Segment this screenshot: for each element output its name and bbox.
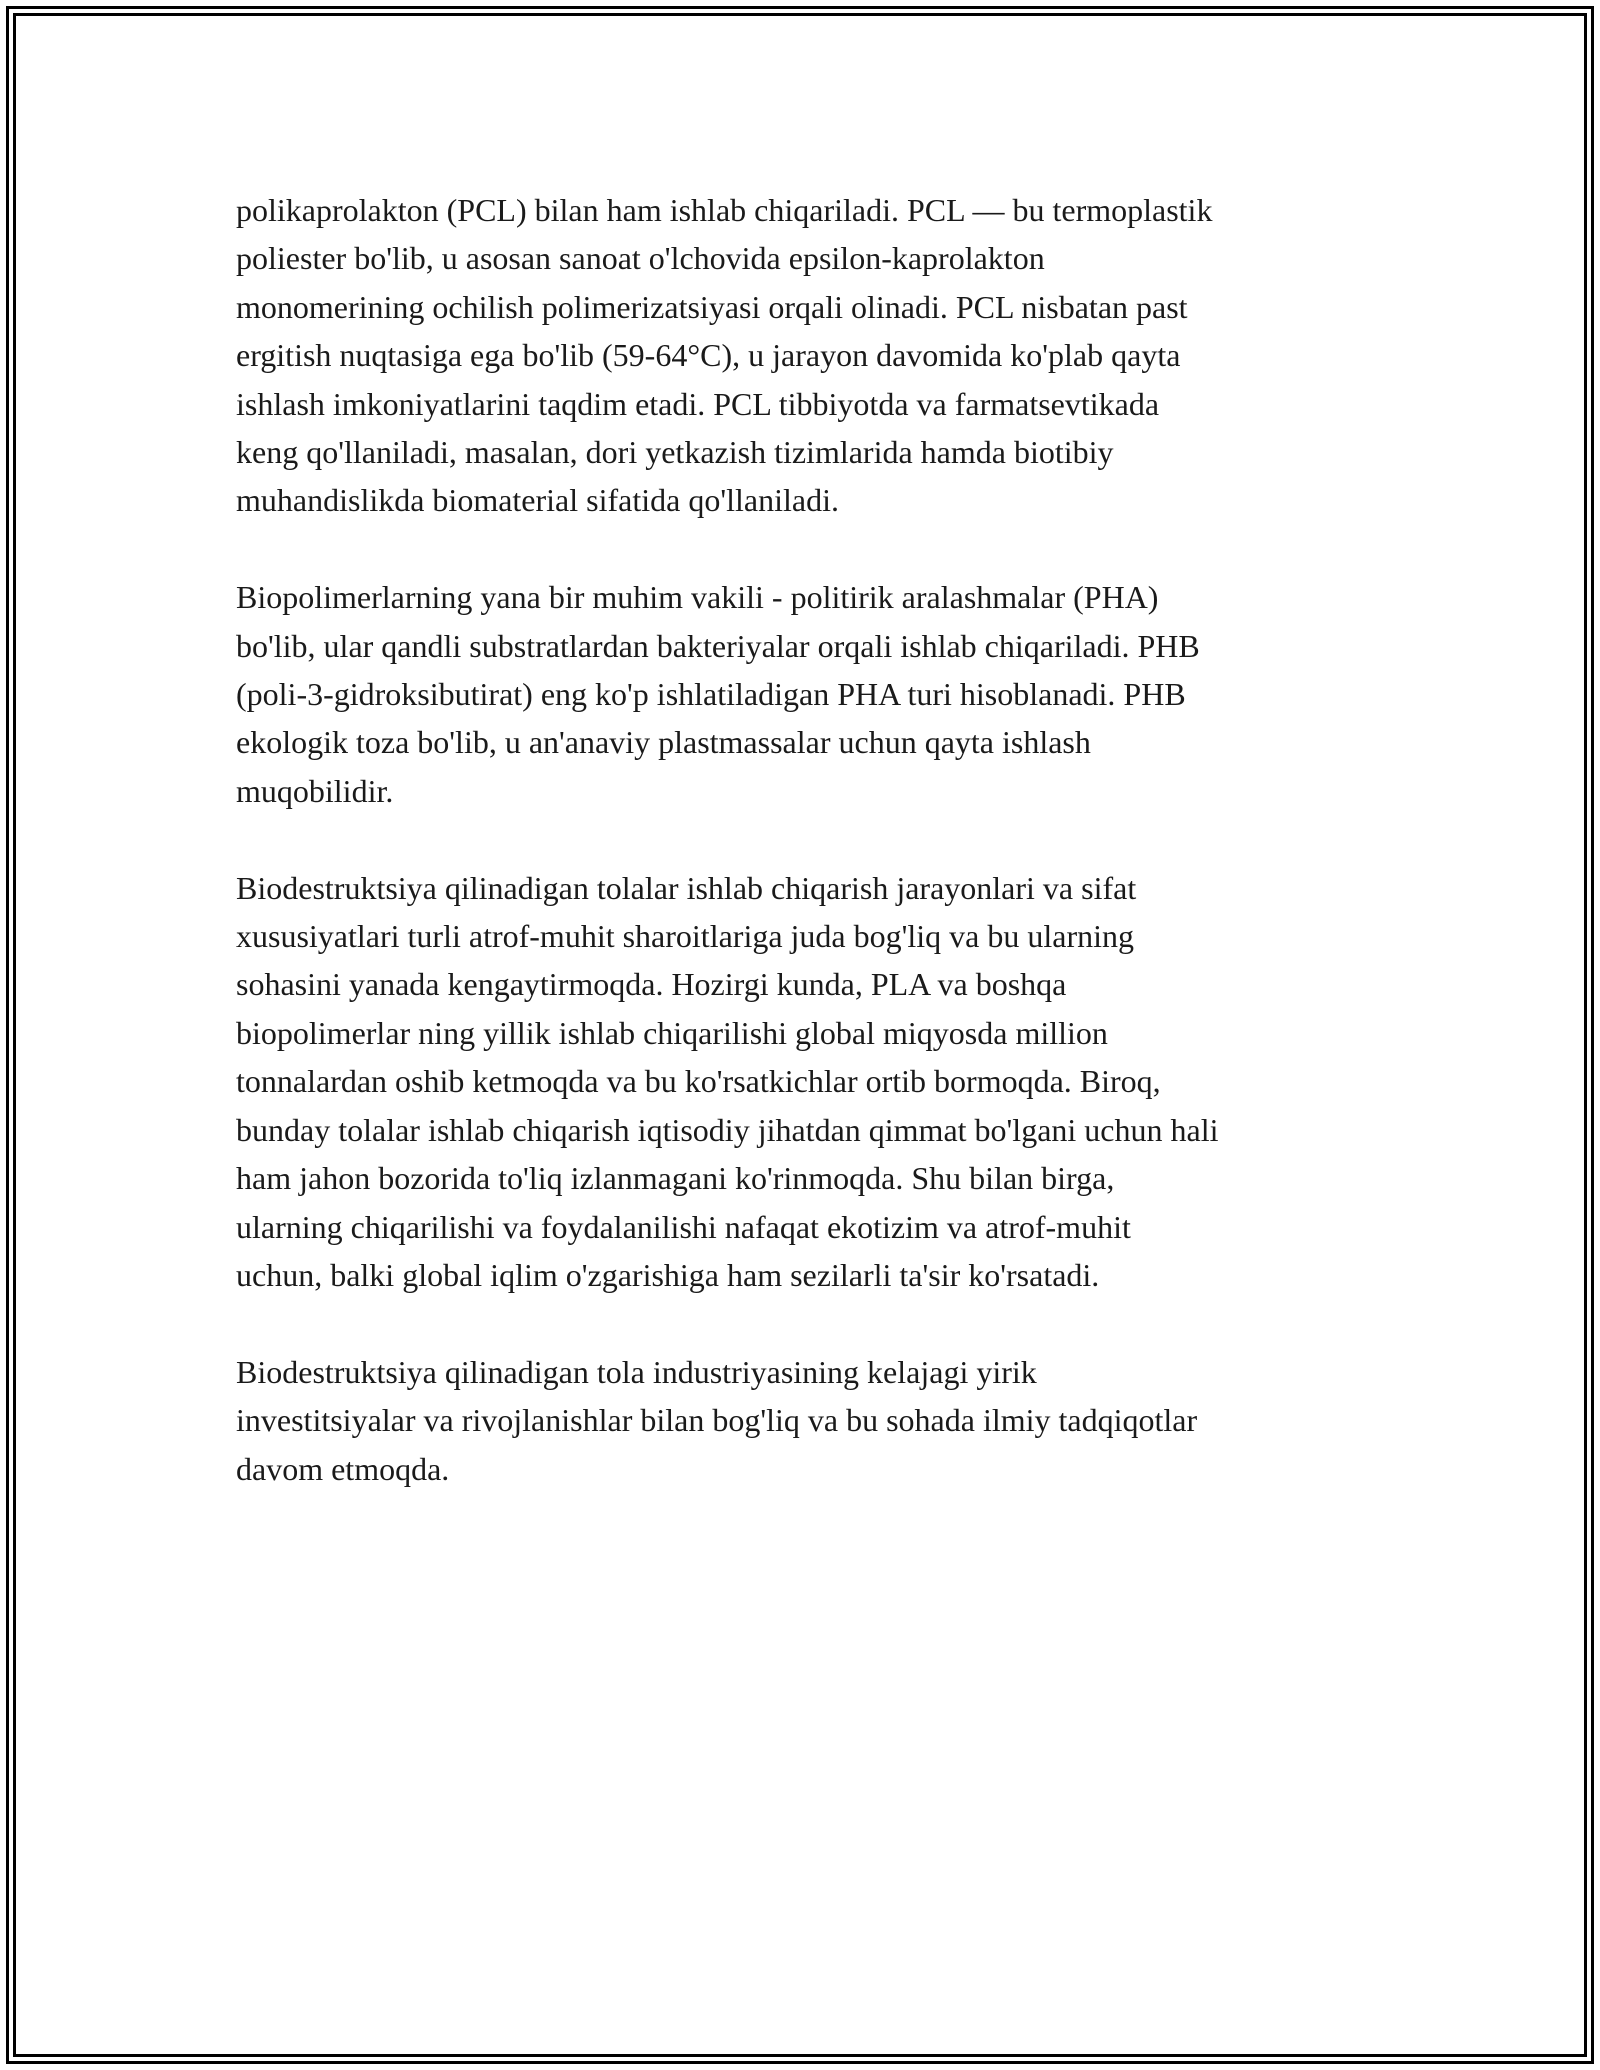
text-line: sohasini yanada kengaytirmoqda. Hozirgi kunda, PLA va boshqa (236, 966, 1067, 1003)
paragraph-pcl (236, 186, 1366, 525)
paragraph-production (236, 864, 1366, 1300)
text-line: monomerining ochilish polimerizatsiyasi orqali olinadi. PCL nisbatan past (236, 288, 1188, 325)
document-body (236, 186, 1366, 1541)
text-line: bo'lib, ular qandli substratlardan bakteriyalar orqali ishlab chiqariladi. PHB (236, 627, 1200, 664)
text-line: Biopolimerlarning yana bir muhim vakili - politirik aralashmalar (PHA) (236, 579, 1159, 616)
text-line: muqobilidir. (236, 772, 394, 809)
text-line: muhandislikda biomaterial sifatida qo'llaniladi. (236, 482, 839, 519)
text-line: (poli-3-gidroksibutirat) eng ko'p ishlatiladigan PHA turi hisoblanadi. PHB (236, 676, 1186, 713)
text-line: ishlash imkoniyatlarini taqdim etadi. PCL tibbiyotda va farmatsevtikada (236, 385, 1160, 422)
text-line: ekologik toza bo'lib, u an'anaviy plastmassalar uchun qayta ishlash (236, 724, 1091, 761)
paragraph-future (236, 1348, 1366, 1493)
text-line: ham jahon bozorida to'liq izlanmagani ko'rinmoqda. Shu bilan birga, (236, 1160, 1115, 1197)
text-line: xususiyatlari turli atrof-muhit sharoitlariga juda bog'liq va bu ularning (236, 918, 1135, 955)
text-line: poliester bo'lib, u asosan sanoat o'lchovida epsilon-kaprolakton (236, 240, 1045, 277)
text-line: ularning chiqarilishi va foydalanilishi nafaqat ekotizim va atrof-muhit (236, 1208, 1131, 1245)
text-line: uchun, balki global iqlim o'zgarishiga ham sezilarli ta'sir ko'rsatadi. (236, 1256, 1100, 1293)
paragraph-pha (236, 573, 1366, 815)
text-line: biopolimerlar ning yillik ishlab chiqarilishi global miqyosda million (236, 1014, 1108, 1051)
text-line: davom etmoqda. (236, 1450, 450, 1487)
text-line: keng qo'llaniladi, masalan, dori yetkazish tizimlarida hamda biotibiy (236, 434, 1114, 471)
text-line: bunday tolalar ishlab chiqarish iqtisodiy jihatdan qimmat bo'lgani uchun hali (236, 1111, 1219, 1148)
text-line: Biodestruktsiya qilinadigan tola industriyasining kelajagi yirik (236, 1353, 1037, 1390)
text-line: investitsiyalar va rivojlanishlar bilan bog'liq va bu sohada ilmiy tadqiqotlar (236, 1402, 1198, 1439)
text-line: tonnalardan oshib ketmoqda va bu ko'rsatkichlar ortib bormoqda. Biroq, (236, 1063, 1161, 1100)
text-line: ergitish nuqtasiga ega bo'lib (59-64°C), u jarayon davomida ko'plab qayta (236, 337, 1181, 374)
text-line: polikaprolakton (PCL) bilan ham ishlab chiqariladi. PCL — bu termoplastik (236, 192, 1213, 228)
text-line: Biodestruktsiya qilinadigan tolalar ishlab chiqarish jarayonlari va sifat (236, 869, 1137, 906)
